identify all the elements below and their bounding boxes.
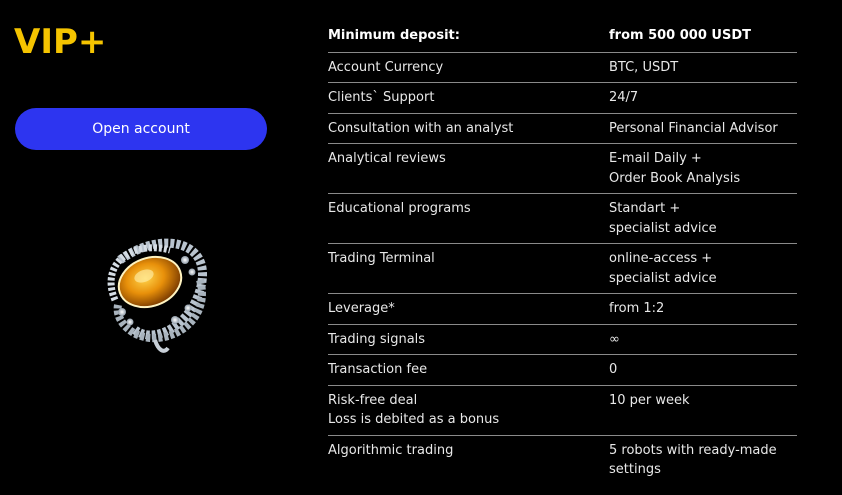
row-label-line: Clients` Support — [328, 90, 435, 105]
row-value — [609, 144, 797, 194]
table-row — [328, 324, 797, 355]
row-value-line: specialist advice — [609, 220, 717, 236]
row-value — [609, 355, 797, 386]
row-value-line: 0 — [609, 362, 618, 377]
row-value — [609, 113, 797, 144]
row-label — [328, 385, 609, 435]
table-row — [328, 244, 797, 294]
row-value-line: online-access + — [609, 251, 713, 266]
row-value-line: Personal Financial Advisor — [609, 120, 778, 136]
row-label-line: Trading signals — [328, 331, 426, 347]
row-value — [609, 324, 797, 355]
row-value — [609, 294, 797, 325]
table-row — [328, 385, 797, 435]
row-label — [328, 144, 609, 194]
row-value — [609, 83, 797, 114]
row-value — [609, 435, 797, 485]
table-row — [328, 194, 797, 244]
row-label-line: Consultation with an analyst — [328, 120, 514, 136]
row-label — [328, 355, 609, 386]
row-value-line: 24/7 — [609, 90, 639, 105]
row-value — [609, 385, 797, 435]
row-label-line: Trading Terminal — [328, 251, 435, 266]
row-label — [328, 294, 609, 325]
row-value-line: settings — [609, 462, 661, 477]
row-value-line: 10 per week — [609, 392, 690, 408]
row-label-line: Algorithmic trading — [328, 442, 454, 458]
row-value-line: ∞ — [609, 331, 620, 347]
row-label — [328, 52, 609, 83]
gemstone-ring-image — [60, 220, 260, 380]
row-value-line: Standart + — [609, 201, 681, 216]
row-value-line: BTC, USDT — [609, 59, 679, 75]
minimum-deposit-value: from 500 000 USDT — [609, 20, 797, 52]
row-value-line: 5 robots with ready-made — [609, 442, 777, 458]
row-label — [328, 435, 609, 485]
row-value-line: E-mail Daily + — [609, 151, 702, 166]
row-label — [328, 113, 609, 144]
row-label — [328, 324, 609, 355]
row-value-line: Order Book Analysis — [609, 170, 741, 186]
row-label-line: Loss is debited as a bonus — [328, 412, 500, 427]
table-row — [328, 113, 797, 144]
table-row — [328, 83, 797, 114]
table-header-row — [328, 20, 797, 52]
row-value-line: from 1:2 — [609, 301, 665, 316]
row-label-line: Risk-free deal — [328, 392, 418, 408]
row-label — [328, 83, 609, 114]
row-label-line: Transaction fee — [328, 362, 428, 377]
table-row — [328, 435, 797, 485]
row-label — [328, 194, 609, 244]
row-label — [328, 244, 609, 294]
row-label-line: Account Currency — [328, 59, 444, 75]
row-value — [609, 52, 797, 83]
row-label-line: Analytical reviews — [328, 151, 446, 166]
row-value — [609, 244, 797, 294]
plan-title: VIP+ — [14, 22, 107, 62]
table-row — [328, 52, 797, 83]
row-label-line: Leverage* — [328, 301, 395, 316]
account-spec-table — [328, 20, 797, 485]
row-value-line: specialist advice — [609, 270, 717, 286]
minimum-deposit-label: Minimum deposit: — [328, 20, 609, 52]
table-row — [328, 144, 797, 194]
row-value — [609, 194, 797, 244]
table-row — [328, 355, 797, 386]
row-label-line: Educational programs — [328, 201, 471, 216]
open-account-button[interactable]: Open account — [15, 108, 267, 150]
table-row — [328, 294, 797, 325]
